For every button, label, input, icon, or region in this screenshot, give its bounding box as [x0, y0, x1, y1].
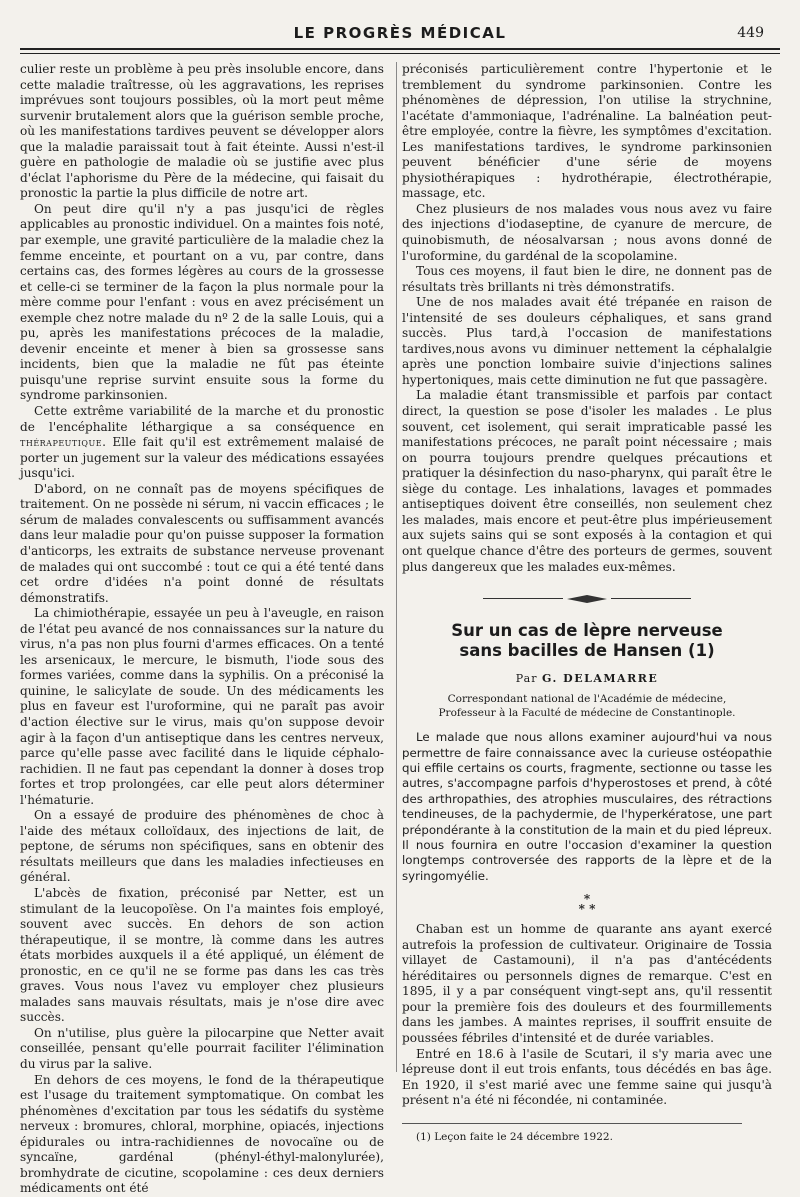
section-ornament	[402, 591, 772, 607]
left-column	[20, 62, 384, 1197]
paragraph: Chez plusieurs de nos malades vous nous avez vu faire des injections d'iodaseptine, de cyanure de mercure, de quinobismuth, de néosalvarsan ; nous avons donné de l'uroformine, du gardénal de la scopolamine.	[402, 201, 772, 263]
affiliation-line: Correspondant national de l'Académie de médecine,	[447, 693, 727, 706]
article-title-line: Sur un cas de lèpre nerveuse	[451, 620, 723, 640]
paragraph: En dehors de ces moyens, le fond de la thérapeutique est l'usage du traitement symptomatique. On combat les phénomènes d'excitation par tous les sédatifs du système nerveux : bromures, chloral, morphine, opiacés, injections épidurales ou intra-rachidiennes de novocaïne ou de syncaïne, gardénal (phényl-éthyl-malonylurée), bromhydrate de cicutine, scopolamine : ces deux derniers médicaments ont été	[20, 1072, 384, 1196]
article-title	[402, 621, 772, 661]
ornament-line-right	[611, 598, 691, 599]
paragraph: On a essayé de produire des phénomènes de choc à l'aide des métaux colloïdaux, des injections de lait, de peptone, de sérums non spécifiques, sans en obtenir des résultats meilleurs que dans les maladies infectieuses en général.	[20, 808, 384, 885]
text-run: . Elle fait qu'il est extrêmement malaisé de porter un jugement sur la valeur des médications essayées jusqu'ici.	[20, 435, 384, 481]
paragraph-therapeutique	[20, 404, 384, 482]
byline	[402, 671, 772, 687]
paragraph: D'abord, on ne connaît pas de moyens spécifiques de traitement. On ne possède ni sérum, ni vaccin efficaces ; le sérum de malades convalescents ou suffisamment avancés dans leur maladie pour qu'on puisse supposer la formation d'anticorps, les extraits de substance nerveuse provenant de malades qui ont succombé : tout ce qui a été tenté dans cet ordre d'idées n'a point donné de résultats démonstratifs.	[20, 481, 384, 605]
paragraph: Une de nos malades avait été trépanée en raison de l'intensité de ses douleurs céphaliques, et sans grand succès. Plus tard,à l'occasion de manifestations tardives,nous avons vu diminuer nettement la céphalalgie après une ponction lombaire suivie d'injections salines hypertoniques, mais cette diminution ne fut que passagère.	[402, 295, 772, 387]
paragraph: Chaban est un homme de quarante ans ayant exercé autrefois la profession de cultivateur. Originaire de Tossia villayet de Castamouni), il n'a pas d'antécédents héréditaires ou personnels dignes de remarque. C'est en 1895, il y a par conséquent vingt-sept ans, qu'il ressentit pour la première fois des douleurs et des fourmillements dans les jambes. A maintes reprises, il souffrit ensuite de poussées fébriles d'intensité et de durée variables.	[402, 922, 772, 1046]
right-column	[402, 62, 772, 1145]
article-lead: Le malade que nous allons examiner aujourd'hui va nous permettre de faire connaissance avec la curieuse ostéopathie qui effile certains os courts, fragmente, sectionne ou tasse les autres, s'accompagne parfois d'hyperostoses et prend, à côté des arthropathies, des atrophies musculaires, des rétractions tendineuses, de la pachydermie, de l'hyperkératose, une part prépondérante à la constitution de la main et du pied lépreux. Il nous fournira en outre l'occasion d'examiner la question longtemps controversée des rapports de la lèpre et de la syringomyélie.	[402, 730, 772, 883]
paragraph: culier reste un problème à peu près insoluble encore, dans cette maladie traîtresse, où les aggravations, les reprises imprévues sont toujours possibles, où la mort peut même survenir brutalement alors que la guérison semble proche, où les manifestations tardives peuvent se développer alors que la maladie paraissait tout à fait éteinte. Aussi n'est-il guère en pathologie de maladie où se justifie avec plus d'éclat l'aphorisme du Père de la médecine, qui faisait du pronostic la partie la plus difficile de notre art.	[20, 62, 384, 201]
footnote-rule	[402, 1123, 742, 1124]
author-name: G. DELAMARRE	[542, 671, 659, 685]
paragraph: La maladie étant transmissible et parfois par contact direct, la question se pose d'isoler les malades . Le plus souvent, cet isolement, qui serait impraticable passé les manifestations précoces, ne paraît point nécessaire ; mais on pourra toujours prendre quelques précautions et pratiquer la désinfection du naso-pharynx, qui paraît être le siège du contage. Les inhalations, lavages et pommades antiseptiques doivent être conseillés, non seulement chez les malades, mais encore et peut-être plus impérieusement aux sujets sains qui se sont exposés à la contagion et qui ont quelque chance d'être des porteurs de germes, souvent plus dangereux que les malades eux-mêmes.	[402, 388, 772, 574]
header-rule	[20, 48, 780, 50]
header-rule-thin	[20, 53, 780, 54]
ornament-line-left	[483, 598, 563, 599]
ornament-diamond-icon	[567, 594, 607, 604]
paragraph: Tous ces moyens, il faut bien le dire, ne donnent pas de résultats très brillants ni très démonstratifs.	[402, 264, 772, 294]
page-number: 449	[737, 25, 764, 41]
asterism-bottom: * *	[578, 902, 596, 917]
author-affiliation	[402, 692, 772, 720]
journal-title: LE PROGRÈS MÉDICAL	[293, 24, 507, 42]
running-header	[20, 24, 780, 46]
affiliation-line: Professeur à la Faculté de médecine de Constantinople.	[438, 707, 736, 720]
paragraph: L'abcès de fixation, préconisé par Netter, est un stimulant de la leucopoïèse. On l'a maintes fois employé, souvent avec succès. En dehors de son action thérapeutique, il se montre, là comme dans les autres états morbides auxquels il a été appliqué, un élément de pronostic, en ce qu'il ne se forme pas dans les cas très graves. Vous nous l'avez vu employer chez plusieurs malades sans mauvais résultats, mais je n'ose dire avec succès.	[20, 885, 384, 1025]
asterism-top: *	[583, 892, 591, 907]
asterism-separator	[402, 892, 772, 917]
column-divider	[396, 62, 397, 1072]
paragraph: On peut dire qu'il n'y a pas jusqu'ici de règles applicables au pronostic individuel. On a maintes fois noté, par exemple, une gravité particulière de la maladie chez la femme enceinte, et pourtant on a vu, par contre, dans certains cas, des formes légères au cours de la grossesse et celle-ci se terminer de la façon la plus normale pour la mère comme pour l'enfant : vous en avez précisément un exemple chez notre malade du nº 2 de la salle Louis, qui a pu, après les manifestations précoces de la maladie, devenir enceinte et mener à bien sa grossesse sans incidents, bien que la maladie ne fût pas éteinte puisqu'une reprise survint ensuite sous la forme du syndrome parkinsonien.	[20, 201, 384, 403]
text-run: Cette extrême variabilité de la marche et du pronostic de l'encéphalite léthargique a sa conséquence en	[20, 404, 384, 434]
emphasized-word: thérapeutique	[20, 435, 103, 450]
paragraph: préconisés particulièrement contre l'hypertonie et le tremblement du syndrome parkinsonien. Contre les phénomènes de dépression, l'on utilise la strychnine, l'acétate d'ammoniaque, l'adrénaline. La balnéation peut-être employée, contre la fièvre, les symptômes d'excitation. Les manifestations tardives, le syndrome parkinsonien peuvent bénéficier d'une série de moyens physiothérapiques : hydrothérapie, électrothérapie, massage, etc.	[402, 62, 772, 201]
footnote: (1) Leçon faite le 24 décembre 1922.	[416, 1130, 613, 1143]
paragraph: Entré en 18.6 à l'asile de Scutari, il s'y maria avec une lépreuse dont il eut trois enfants, tous décédés en bas âge. En 1920, il s'est marié avec une femme saine qui jusqu'à présent n'a été ni fécondée, ni contaminée.	[402, 1046, 772, 1108]
paragraph: La chimiothérapie, essayée un peu à l'aveugle, en raison de l'état peu avancé de nos connaissances sur la nature du virus, n'a pas non plus fourni d'armes efficaces. On a tenté les arsenicaux, le mercure, le bismuth, l'iode sous des formes variées, comme dans la syphilis. On a préconisé la quinine, le salicylate de soude. Un des médicaments les plus en faveur est l'uroformine, qui ne paraît pas avoir d'action élective sur le virus, mais qu'on suppose devoir agir à la façon d'un antiseptique dans les centres nerveux, parce qu'elle passe avec facilité dans le liquide céphalo-rachidien. Il ne faut pas cependant la donner à doses trop fortes et trop prolongées, car elle peut alors déterminer l'hématurie.	[20, 606, 384, 807]
paragraph: On n'utilise, plus guère la pilocarpine que Netter avait conseillée, pensant qu'elle pourrait faciliter l'élimination du virus par la salive.	[20, 1025, 384, 1071]
byline-prefix: Par	[515, 671, 538, 685]
article-title-line: sans bacilles de Hansen (1)	[459, 640, 715, 660]
